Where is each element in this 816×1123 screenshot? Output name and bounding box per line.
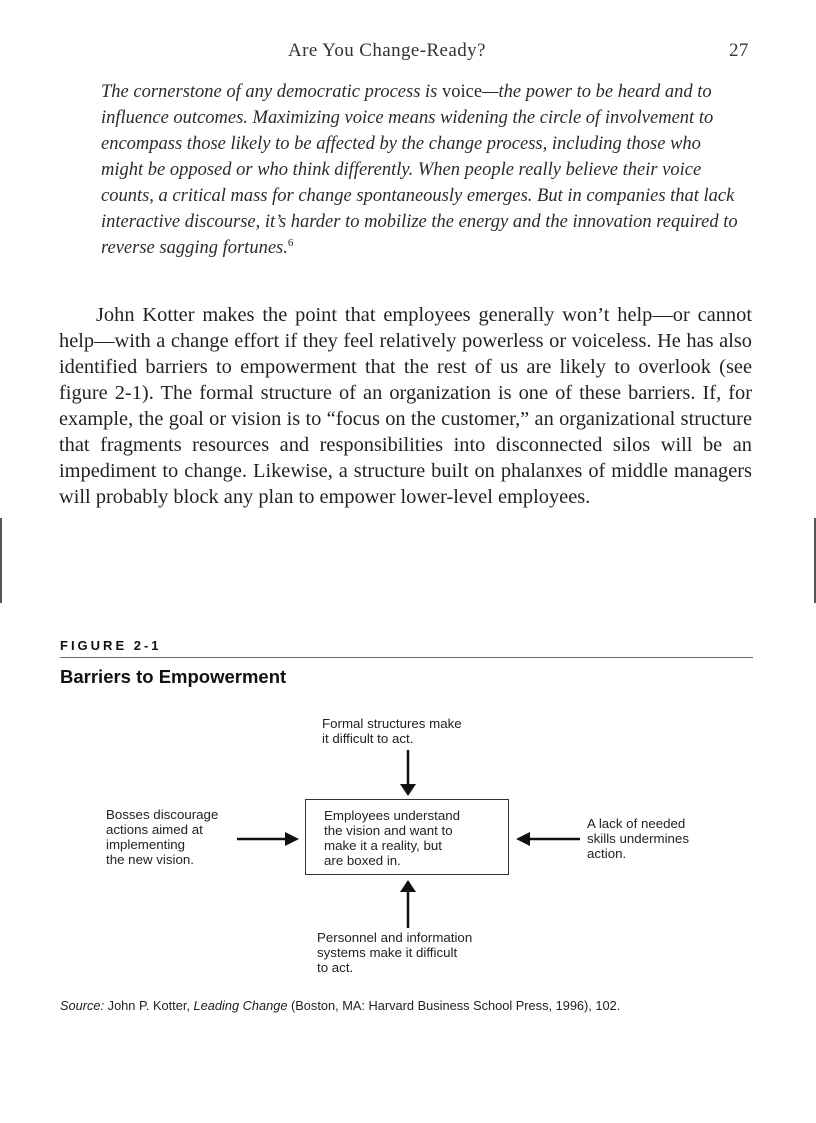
- source-publication: (Boston, MA: Harvard Business School Press, 1996), 102.: [287, 998, 621, 1013]
- barrier-bottom-line: systems make it difficult: [317, 945, 458, 960]
- page-number: 27: [729, 40, 749, 61]
- quote-text-part2: —the power to be heard and to influence outcomes. Maximizing voice means widening the circle of involvement to encompass those likely to be affected by the change process, including those who might be opposed or who think differently. When people really believe their voice counts, a critical mass for change spontaneously emerges. But in companies that lack interactive discourse, it’s harder to mobilize the energy and the innovation required to reverse sagging fortunes.: [101, 82, 738, 258]
- quote-emphasis-voice: voice: [442, 82, 483, 102]
- barrier-bottom-label: [317, 930, 472, 975]
- barrier-bottom-line: Personnel and information: [317, 930, 473, 945]
- employees-box-line: make it a reality, but: [324, 838, 442, 853]
- arrow-up-icon: [397, 878, 419, 928]
- employees-box-line: are boxed in.: [324, 853, 401, 868]
- barrier-right-line: A lack of needed: [587, 816, 686, 831]
- barrier-left-line: actions aimed at: [106, 822, 203, 837]
- barrier-left-line: the new vision.: [106, 852, 194, 867]
- barrier-bottom-line: to act.: [317, 960, 354, 975]
- block-quote: [101, 79, 746, 261]
- source-author: John P. Kotter,: [104, 998, 194, 1013]
- scan-margin-mark-left: [0, 518, 2, 603]
- barrier-top-label: [322, 716, 462, 746]
- source-book-title: Leading Change: [193, 998, 288, 1013]
- arrow-right-icon: [237, 829, 301, 849]
- barrier-top-line: it difficult to act.: [322, 731, 414, 746]
- running-head: [0, 40, 816, 64]
- block-quote-text: [101, 79, 746, 261]
- quote-text-part1: The cornerstone of any democratic process is: [101, 82, 442, 102]
- figure-title: Barriers to Empowerment: [60, 666, 287, 687]
- body-text: [59, 302, 752, 510]
- figure-source: [60, 998, 620, 1013]
- source-label: Source:: [60, 998, 105, 1013]
- figure-divider: [60, 657, 753, 658]
- barrier-left-line: Bosses discourage: [106, 807, 219, 822]
- barrier-top-line: Formal structures make: [322, 716, 462, 731]
- barrier-right-line: skills undermines: [587, 831, 689, 846]
- barrier-left-line: implementing: [106, 837, 186, 852]
- barrier-left-label: [106, 807, 218, 867]
- employees-box-line: Employees understand: [324, 808, 461, 823]
- figure-label: FIGURE 2-1: [60, 638, 162, 653]
- body-paragraph: John Kotter makes the point that employees generally won’t help—or cannot help—with a change effort if they feel relatively powerless or voiceless. He has also identified barriers to empowerment that the rest of us are likely to overlook (see figure 2-1). The formal structure of an organization is one of these barriers. If, for example, the goal or vision is to “focus on the customer,” an organizational structure that fragments resources and responsibilities into disconnected silos will be an impediment to change. Likewise, a structure built on phalanxes of middle managers will probably block any plan to empower lower-level employees.: [59, 304, 752, 508]
- arrow-down-icon: [397, 750, 419, 798]
- footnote-marker: 6: [287, 237, 294, 249]
- running-head-title: Are You Change-Ready?: [288, 40, 486, 61]
- barrier-right-label: [587, 816, 689, 861]
- barrier-right-line: action.: [587, 846, 627, 861]
- employees-box-line: the vision and want to: [324, 823, 453, 838]
- employees-box-label: [324, 808, 504, 868]
- arrow-left-icon: [514, 829, 580, 849]
- employees-box: [305, 799, 509, 875]
